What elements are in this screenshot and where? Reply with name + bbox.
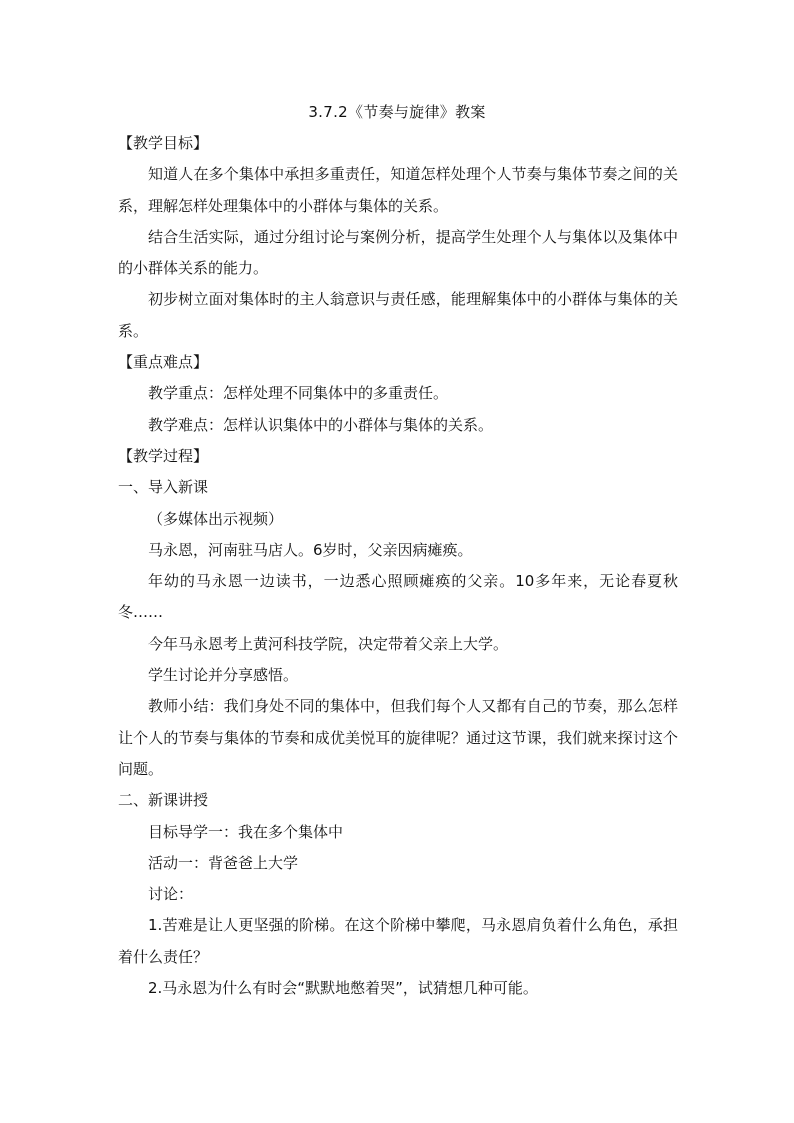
paragraph: 学生讨论并分享感悟。 (148, 666, 299, 685)
paragraph: 目标导学一：我在多个集体中 (148, 822, 344, 841)
paragraph: 教师小结：我们身处不同的集体中，但我们每个人又都有自己的节奏，那么怎样让个人的节奏与集体的节奏和成优美悦耳的旋律呢？通过这节课，我们就来探讨这个问题。 (118, 697, 678, 778)
paragraph: 讨论： (148, 885, 194, 904)
paragraph: 知道人在多个集体中承担多重责任，知道怎样处理个人节奏与集体节奏之间的关系，理解怎样处理集体中的小群体与集体的关系。 (118, 165, 678, 215)
paragraph: 教学难点：怎样认识集体中的小群体与集体的关系。 (148, 415, 494, 434)
paragraph: 结合生活实际，通过分组讨论与案例分析，提高学生处理个人与集体以及集体中的小群体关系的能力。 (118, 227, 678, 278)
section-heading-objectives: 【教学目标】 (118, 134, 209, 152)
paragraph: 1.苦难是让人更坚强的阶梯。在这个阶梯中攀爬，马永恩肩负着什么角色，承担着什么责任？ (118, 916, 678, 966)
paragraph: （多媒体出示视频） (148, 509, 284, 528)
document-body (118, 128, 678, 1004)
section-heading-key-points: 【重点难点】 (118, 353, 209, 372)
paragraph: 教学重点：怎样处理不同集体中的多重责任。 (148, 384, 449, 403)
paragraph: 活动一：背爸爸上大学 (148, 853, 299, 872)
paragraph: 2.马永恩为什么有时会“默默地憋着哭”，试猜想几种可能。 (148, 979, 538, 998)
paragraph: 今年马永恩考上黄河科技学院，决定带着父亲上大学。 (148, 634, 509, 653)
paragraph: 年幼的马永恩一边读书，一边悉心照顾瘫痪的父亲。10多年来，无论春夏秋冬…… (118, 572, 678, 622)
paragraph: 马永恩，河南驻马店人。6岁时，父亲因病瘫痪。 (148, 540, 473, 559)
subsection-heading-new-lesson: 二、新课讲授 (118, 791, 209, 810)
subsection-heading-intro: 一、导入新课 (118, 478, 209, 497)
section-heading-process: 【教学过程】 (118, 446, 209, 465)
document-title: 3.7.2《节奏与旋律》教案 (308, 103, 486, 121)
paragraph: 初步树立面对集体时的主人翁意识与责任感，能理解集体中的小群体与集体的关系。 (118, 290, 678, 340)
